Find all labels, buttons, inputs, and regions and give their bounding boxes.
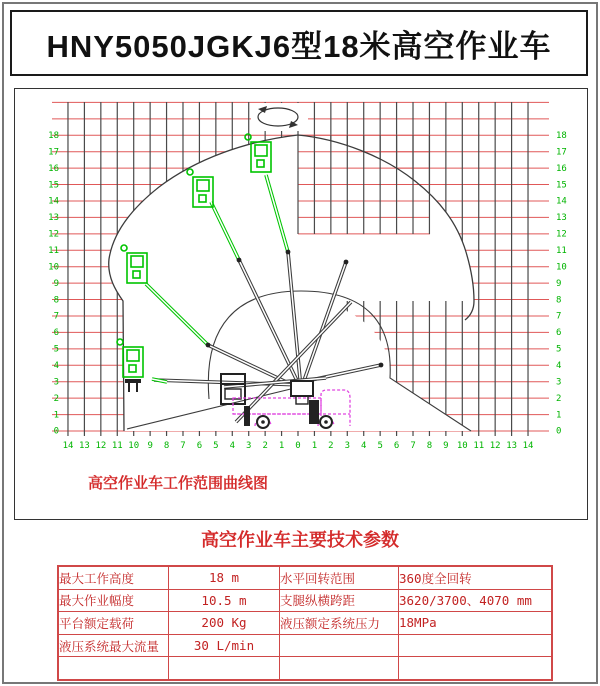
- spec-value: [399, 657, 553, 680]
- axis-tick: 8: [53, 295, 59, 306]
- axis-tick: 5: [213, 441, 219, 451]
- axis-tick: 4: [361, 441, 367, 451]
- table-row: [58, 566, 552, 589]
- axis-tick: 0: [53, 426, 59, 437]
- axis-tick: 12: [489, 441, 501, 451]
- working-range-diagram-box: [14, 88, 588, 520]
- spec-label: 平台额定载荷: [58, 612, 169, 635]
- spec-label: 支腿纵横跨距: [280, 589, 399, 612]
- axis-tick: 5: [53, 344, 59, 355]
- axis-tick: 4: [53, 361, 59, 372]
- spec-value: 18 m: [169, 566, 280, 589]
- platform-support: [125, 379, 141, 383]
- axis-tick: 18: [48, 131, 59, 141]
- axis-tick: 3: [344, 441, 351, 451]
- axis-tick: 12: [556, 229, 567, 240]
- axis-tick: 2: [53, 393, 59, 404]
- spec-value: [169, 657, 280, 680]
- axis-tick: 5: [556, 344, 562, 355]
- axis-tick: 7: [53, 311, 59, 322]
- axis-tick: 2: [328, 441, 334, 451]
- axis-tick: 0: [295, 441, 301, 451]
- axis-tick: 8: [426, 441, 433, 451]
- spec-value: 200 Kg: [169, 612, 280, 635]
- axis-tick: 16: [48, 163, 59, 174]
- axis-tick: 4: [229, 441, 236, 451]
- axis-tick: 5: [377, 441, 383, 451]
- axis-tick: 8: [556, 295, 562, 306]
- axis-tick: 16: [556, 163, 567, 174]
- boom-joint: [237, 258, 242, 263]
- axis-tick: 15: [556, 180, 567, 191]
- spec-value: 360度全回转: [399, 566, 553, 589]
- spec-label: 最大作业幅度: [58, 589, 169, 612]
- axis-tick: 13: [48, 213, 59, 224]
- spec-table-grid: [57, 565, 553, 681]
- axis-tick: 7: [410, 441, 416, 451]
- spec-label: 水平回转范围: [280, 566, 399, 589]
- axis-tick: 0: [556, 426, 562, 437]
- axis-tick: 13: [506, 441, 518, 451]
- axis-tick: 8: [163, 441, 170, 451]
- axis-tick: 7: [556, 311, 562, 322]
- diagram-caption: 高空作业车工作范围曲线图: [88, 475, 269, 492]
- spec-value: 30 L/min: [169, 634, 280, 657]
- axis-tick: 10: [48, 262, 59, 273]
- table-row: [58, 612, 552, 635]
- axis-tick: 11: [111, 441, 123, 451]
- axis-tick: 13: [79, 441, 90, 451]
- axis-tick: 7: [180, 441, 186, 451]
- axis-tick: 14: [556, 196, 567, 207]
- axis-tick: 15: [48, 180, 59, 191]
- spec-value: 18MPa: [399, 612, 553, 635]
- table-row: [58, 657, 552, 680]
- axis-tick: 10: [128, 441, 140, 451]
- spec-table: [57, 565, 553, 681]
- spec-label: [58, 657, 169, 680]
- axis-tick: 3: [246, 441, 252, 451]
- axis-tick: 11: [48, 246, 59, 257]
- axis-tick: 11: [556, 246, 567, 257]
- axis-tick: 6: [53, 328, 59, 339]
- boom-joint: [286, 250, 291, 255]
- spec-value: [399, 634, 553, 657]
- axis-tick: 1: [278, 441, 285, 451]
- axis-tick: 9: [147, 441, 153, 451]
- axis-tick: 4: [556, 361, 562, 372]
- rotation-360-icon: [251, 103, 308, 131]
- axis-tick: 2: [556, 393, 562, 404]
- boom-joint: [379, 363, 384, 368]
- spec-label: 液压额定系统压力: [280, 612, 399, 635]
- spec-label: 液压系统最大流量: [58, 634, 169, 657]
- axis-tick: 6: [393, 441, 400, 451]
- spec-label: [280, 657, 399, 680]
- axis-tick: 14: [48, 196, 59, 207]
- axis-tick: 1: [556, 410, 562, 421]
- axis-tick: 10: [456, 441, 468, 451]
- spec-label: 最大工作高度: [58, 566, 169, 589]
- axis-tick: 9: [443, 441, 449, 451]
- axis-tick: 6: [196, 441, 203, 451]
- axis-tick: 1: [53, 410, 59, 421]
- axis-tick: 3: [53, 377, 59, 388]
- axis-tick: 1: [311, 441, 318, 451]
- axis-tick: 17: [48, 147, 59, 158]
- working-range-diagram: [15, 89, 587, 519]
- axis-tick: 9: [556, 278, 562, 289]
- spec-label: [280, 634, 399, 657]
- axis-tick: 10: [556, 262, 567, 273]
- axis-tick: 11: [473, 441, 485, 451]
- table-row: [58, 634, 552, 657]
- axis-tick: 12: [95, 441, 107, 451]
- table-title: 高空作业车主要技术参数: [201, 530, 399, 550]
- spec-value: 10.5 m: [169, 589, 280, 612]
- page-title: HNY5050JGKJ6型18米高空作业车: [46, 28, 552, 64]
- axis-tick: 14: [522, 441, 534, 451]
- axis-tick: 6: [556, 328, 562, 339]
- boom-joint: [344, 260, 349, 265]
- axis-tick: 17: [556, 147, 567, 158]
- title-box: [10, 10, 588, 76]
- axis-tick: 3: [556, 377, 562, 388]
- boom-joint: [206, 343, 211, 348]
- axis-tick: 14: [62, 441, 74, 451]
- axis-tick: 12: [48, 229, 59, 240]
- axis-tick: 9: [53, 278, 59, 289]
- axis-tick: 2: [262, 441, 268, 451]
- axis-tick: 13: [556, 213, 567, 224]
- table-row: [58, 589, 552, 612]
- axis-tick: 18: [556, 131, 567, 141]
- spec-value: 3620/3700、4070 mm: [399, 589, 553, 612]
